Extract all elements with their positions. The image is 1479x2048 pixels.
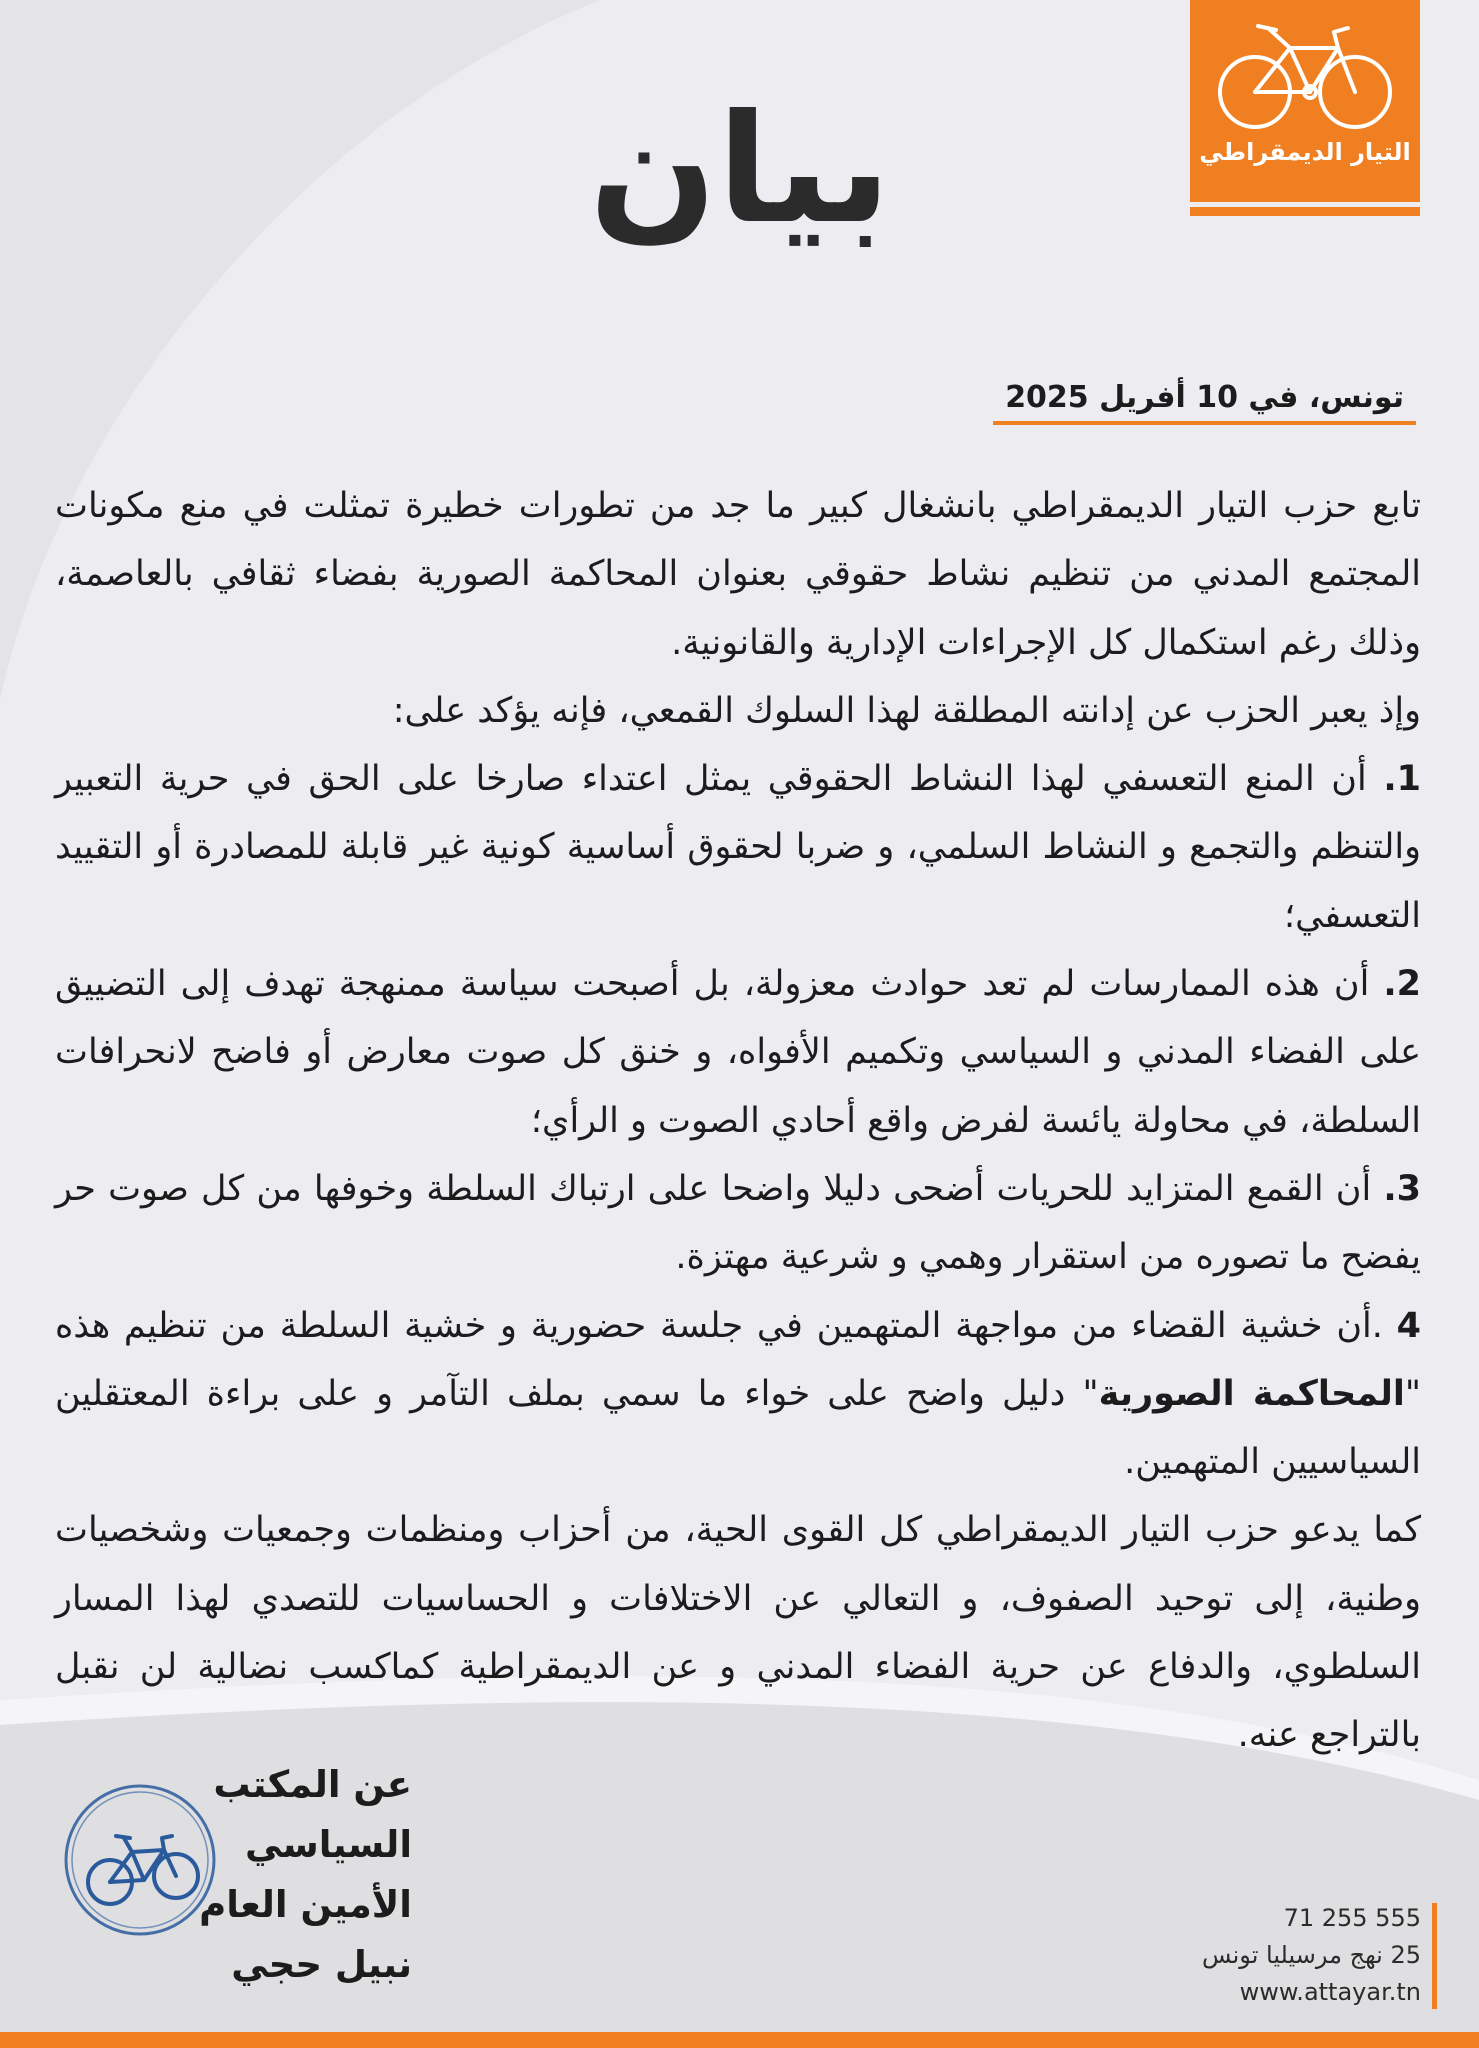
paragraph-intro: تابع حزب التيار الديمقراطي بانشغال كبير ما جد من تطورات خطيرة تمثلت في منع مكونات المجتمع المدني من تنظيم نشاط حقوقي بعنوان المحاكمة الصورية بفضاء ثقافي بالعاصمة، وذلك رغم استكمال كل الإجراءات الإدارية والقانونية.	[55, 486, 1421, 663]
list-number: 1.	[1383, 759, 1421, 800]
statement-body	[55, 472, 1421, 1770]
list-number: 4	[1396, 1305, 1421, 1346]
footer-stripe	[0, 2032, 1479, 2048]
paragraph-condemnation: وإذ يعبر الحزب عن إدانته المطلقة لهذا السلوك القمعي، فإنه يؤكد على:	[392, 690, 1421, 731]
bicycle-icon	[1210, 18, 1400, 136]
list-text: أن هذه الممارسات لم تعد حوادث معزولة، بل أصبحت سياسة ممنهجة تهدف إلى التضييق على الفضاء المدني و السياسي وتكميم الأفواه، و خنق كل صوت معارض أو فاضح لانحرافات السلطة، في محاولة يائسة لفرض واقع أحادي الصوت و الرأي؛	[55, 964, 1421, 1141]
page-title: بيان	[589, 83, 891, 257]
signature-role: الأمين العام	[199, 1883, 412, 1926]
party-name: التيار الديمقراطي	[1199, 138, 1411, 166]
logo-divider	[1190, 207, 1420, 216]
signature-office: عن المكتب السياسي	[213, 1763, 412, 1866]
list-text: أن القمع المتزايد للحريات أضحى دليلا واضحا على ارتباك السلطة وخوفها من كل صوت حر يفضح ما تصوره من استقرار وهمي و شرعية مهتزة.	[55, 1168, 1421, 1278]
website-link[interactable]: www.attayar.tn	[1239, 1978, 1421, 2006]
list-text: أن المنع التعسفي لهذا النشاط الحقوقي يمثل اعتداء صارخا على الحق في حرية التعبير والتنظم والتجمع و النشاط السلمي، و ضربا لحقوق أساسية كونية غير قابلة للمصادرة أو التقييد التعسفي؛	[55, 759, 1421, 936]
list-number: 2.	[1383, 964, 1421, 1005]
address: 25 نهج مرسيليا تونس	[1202, 1941, 1421, 1969]
list-item-3	[55, 1155, 1421, 1292]
contact-divider	[1432, 1903, 1437, 2009]
signature-name: نبيل حجي	[231, 1943, 412, 1986]
signature-block	[150, 1755, 412, 1995]
list-item-2	[55, 950, 1421, 1155]
list-text: " دليل واضح على خواء ما سمي بملف التآمر و على براءة المعتقلين السياسيين المتهمين.	[55, 1373, 1421, 1483]
phone-number: 71 255 555	[1283, 1904, 1421, 1932]
list-item-1	[55, 745, 1421, 950]
party-logo	[1190, 0, 1420, 202]
list-item-4	[55, 1292, 1421, 1497]
paragraph-call: كما يدعو حزب التيار الديمقراطي كل القوى الحية، من أحزاب ومنظمات وجمعيات وشخصيات وطنية، إلى توحيد الصفوف، و التعالي عن الاختلافات و الحساسيات للتصدي لهذا المسار السلطوي، والدفاع عن حرية الفضاء المدني و عن الديمقراطية كماكسب نضالية لن نقبل بالتراجع عنه.	[55, 1510, 1421, 1756]
bold-phrase: المحاكمة الصورية	[1098, 1373, 1405, 1414]
list-text: .أن خشية القضاء من مواجهة المتهمين في جلسة حضورية و خشية السلطة من تنظيم هذه "	[55, 1305, 1421, 1414]
date-line: تونس، في 10 أفريل 2025	[993, 380, 1416, 425]
list-number: 3.	[1383, 1168, 1421, 1209]
contact-info	[1202, 1900, 1421, 2011]
